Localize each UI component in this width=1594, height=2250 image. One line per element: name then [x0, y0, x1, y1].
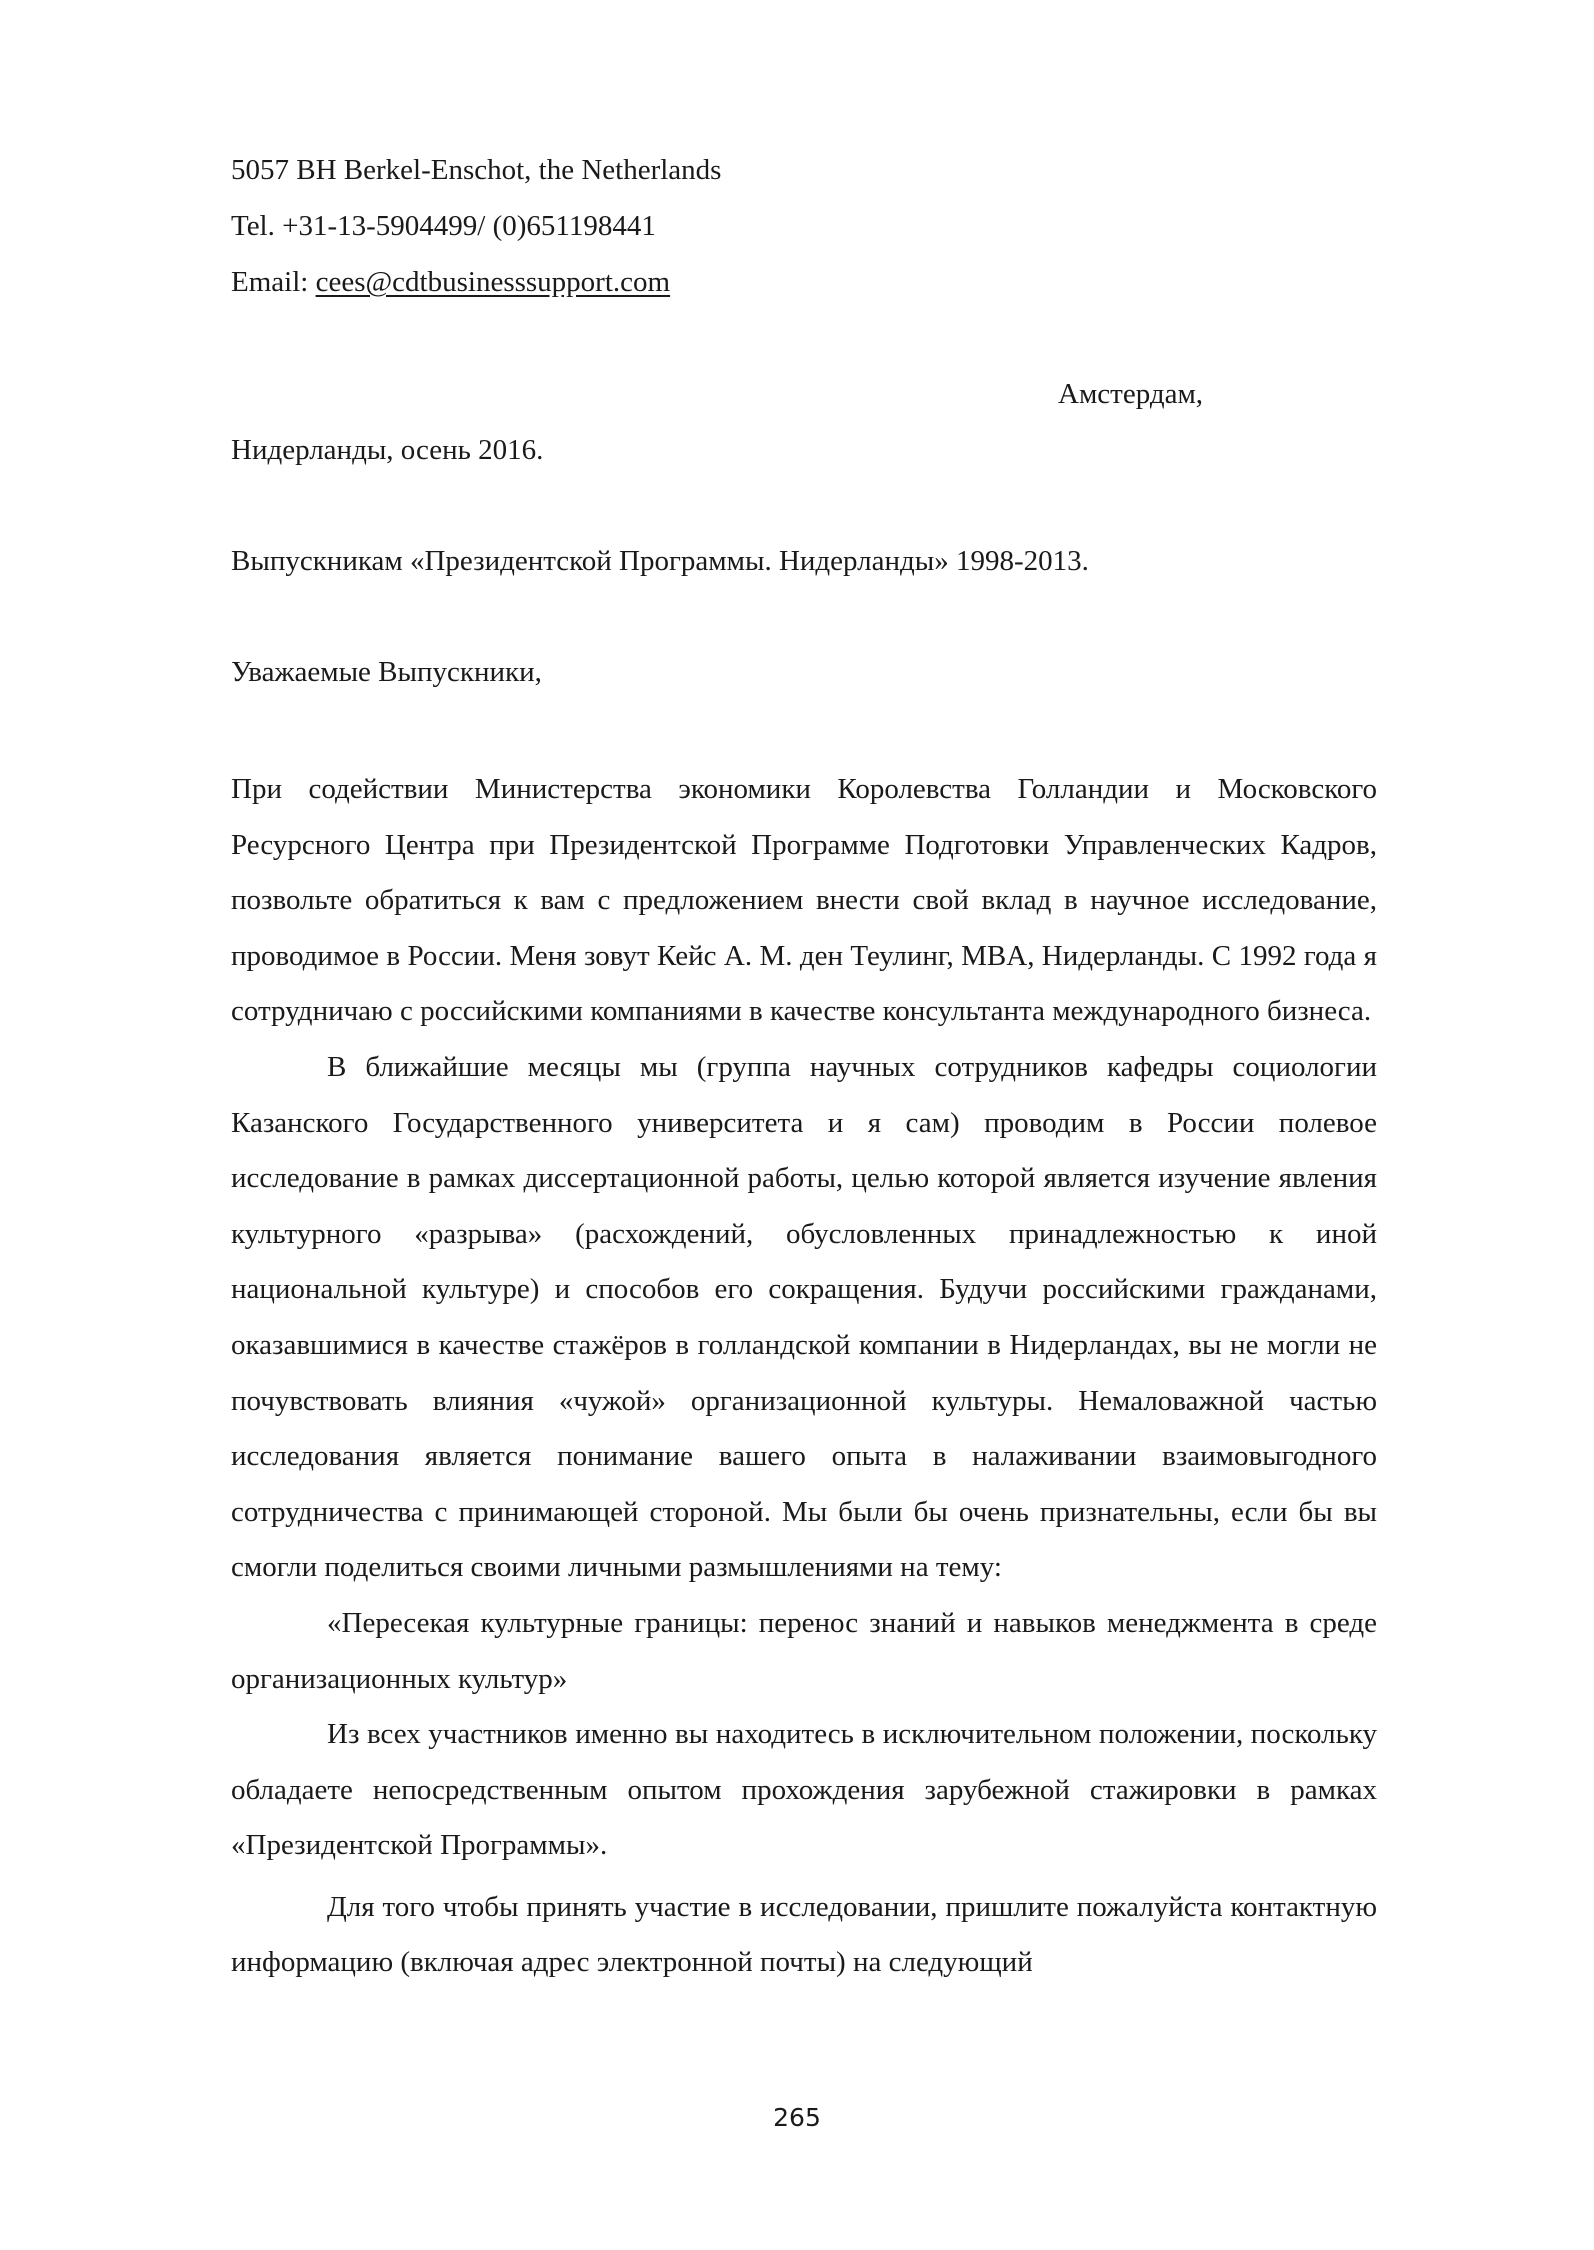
sender-address: 5057 BH Berkel-Enschot, the Netherlands: [231, 154, 722, 186]
body-paragraph-4: Для того чтобы принять участие в исследовании, пришлите пожалуйста контактную информацию (включая адрес электронной почты) на следующий: [231, 1890, 1377, 1979]
letter-body: [231, 762, 1377, 1991]
email-link[interactable]: cees@cdtbusinesssupport.com: [315, 266, 671, 298]
body-paragraph-2: В ближайшие месяцы мы (группа научных сотрудников кафедры социологии Казанского Государственного университета и я сам) проводим в России полевое исследование в рамках диссертационной работы, целью которой является изучение явления культурного «разрыва» (расхождений, обусловленных принадлежностью к иной национальной культуре) и способов его сокращения. Будучи российскими гражданами, оказавшимися в качестве стажёров в голландской компании в Нидерландах, вы не могли не почувствовать влияния «чужой» организационной культуры. Немаловажной частью исследования является понимание вашего опыта в налаживании взаимовыгодного сотрудничества с принимающей стороной. Мы были бы очень признательны, если бы вы смогли поделиться своими личными размышлениями на тему:: [231, 1050, 1377, 1584]
page-number: 265: [773, 2103, 821, 2132]
letter-city: Амстердам,: [1058, 378, 1204, 410]
research-topic-quote: «Пересекая культурные границы: перенос знаний и навыков менеджмента в среде организационных культур»: [231, 1606, 1377, 1695]
sender-phone: Tel. +31-13-5904499/ (0)651198441: [231, 210, 656, 242]
letter-country-date: Нидерланды, осень 2016.: [231, 434, 544, 466]
sender-email-line: [231, 262, 670, 302]
body-paragraph-1: При содействии Министерства экономики Королевства Голландии и Московского Ресурсного Центра при Президентской Программе Подготовки Управленческих Кадров, позвольте обратиться к вам с предложением внести свой вклад в научное исследование, проводимое в России. Меня зовут Кейс А. М. ден Теулинг, MBA, Нидерланды. С 1992 года я сотрудничаю с российскими компаниями в качестве консультанта международного бизнеса.: [231, 773, 1377, 1028]
letter-salutation: Уважаемые Выпускники,: [231, 656, 542, 688]
letter-recipient: Выпускникам «Президентской Программы. Нидерланды» 1998-2013.: [231, 545, 1089, 577]
email-label: Email:: [231, 266, 316, 298]
body-paragraph-3: Из всех участников именно вы находитесь в исключительном положении, поскольку обладаете непосредственным опытом прохождения зарубежной стажировки в рамках «Президентской Программы».: [231, 1718, 1377, 1862]
